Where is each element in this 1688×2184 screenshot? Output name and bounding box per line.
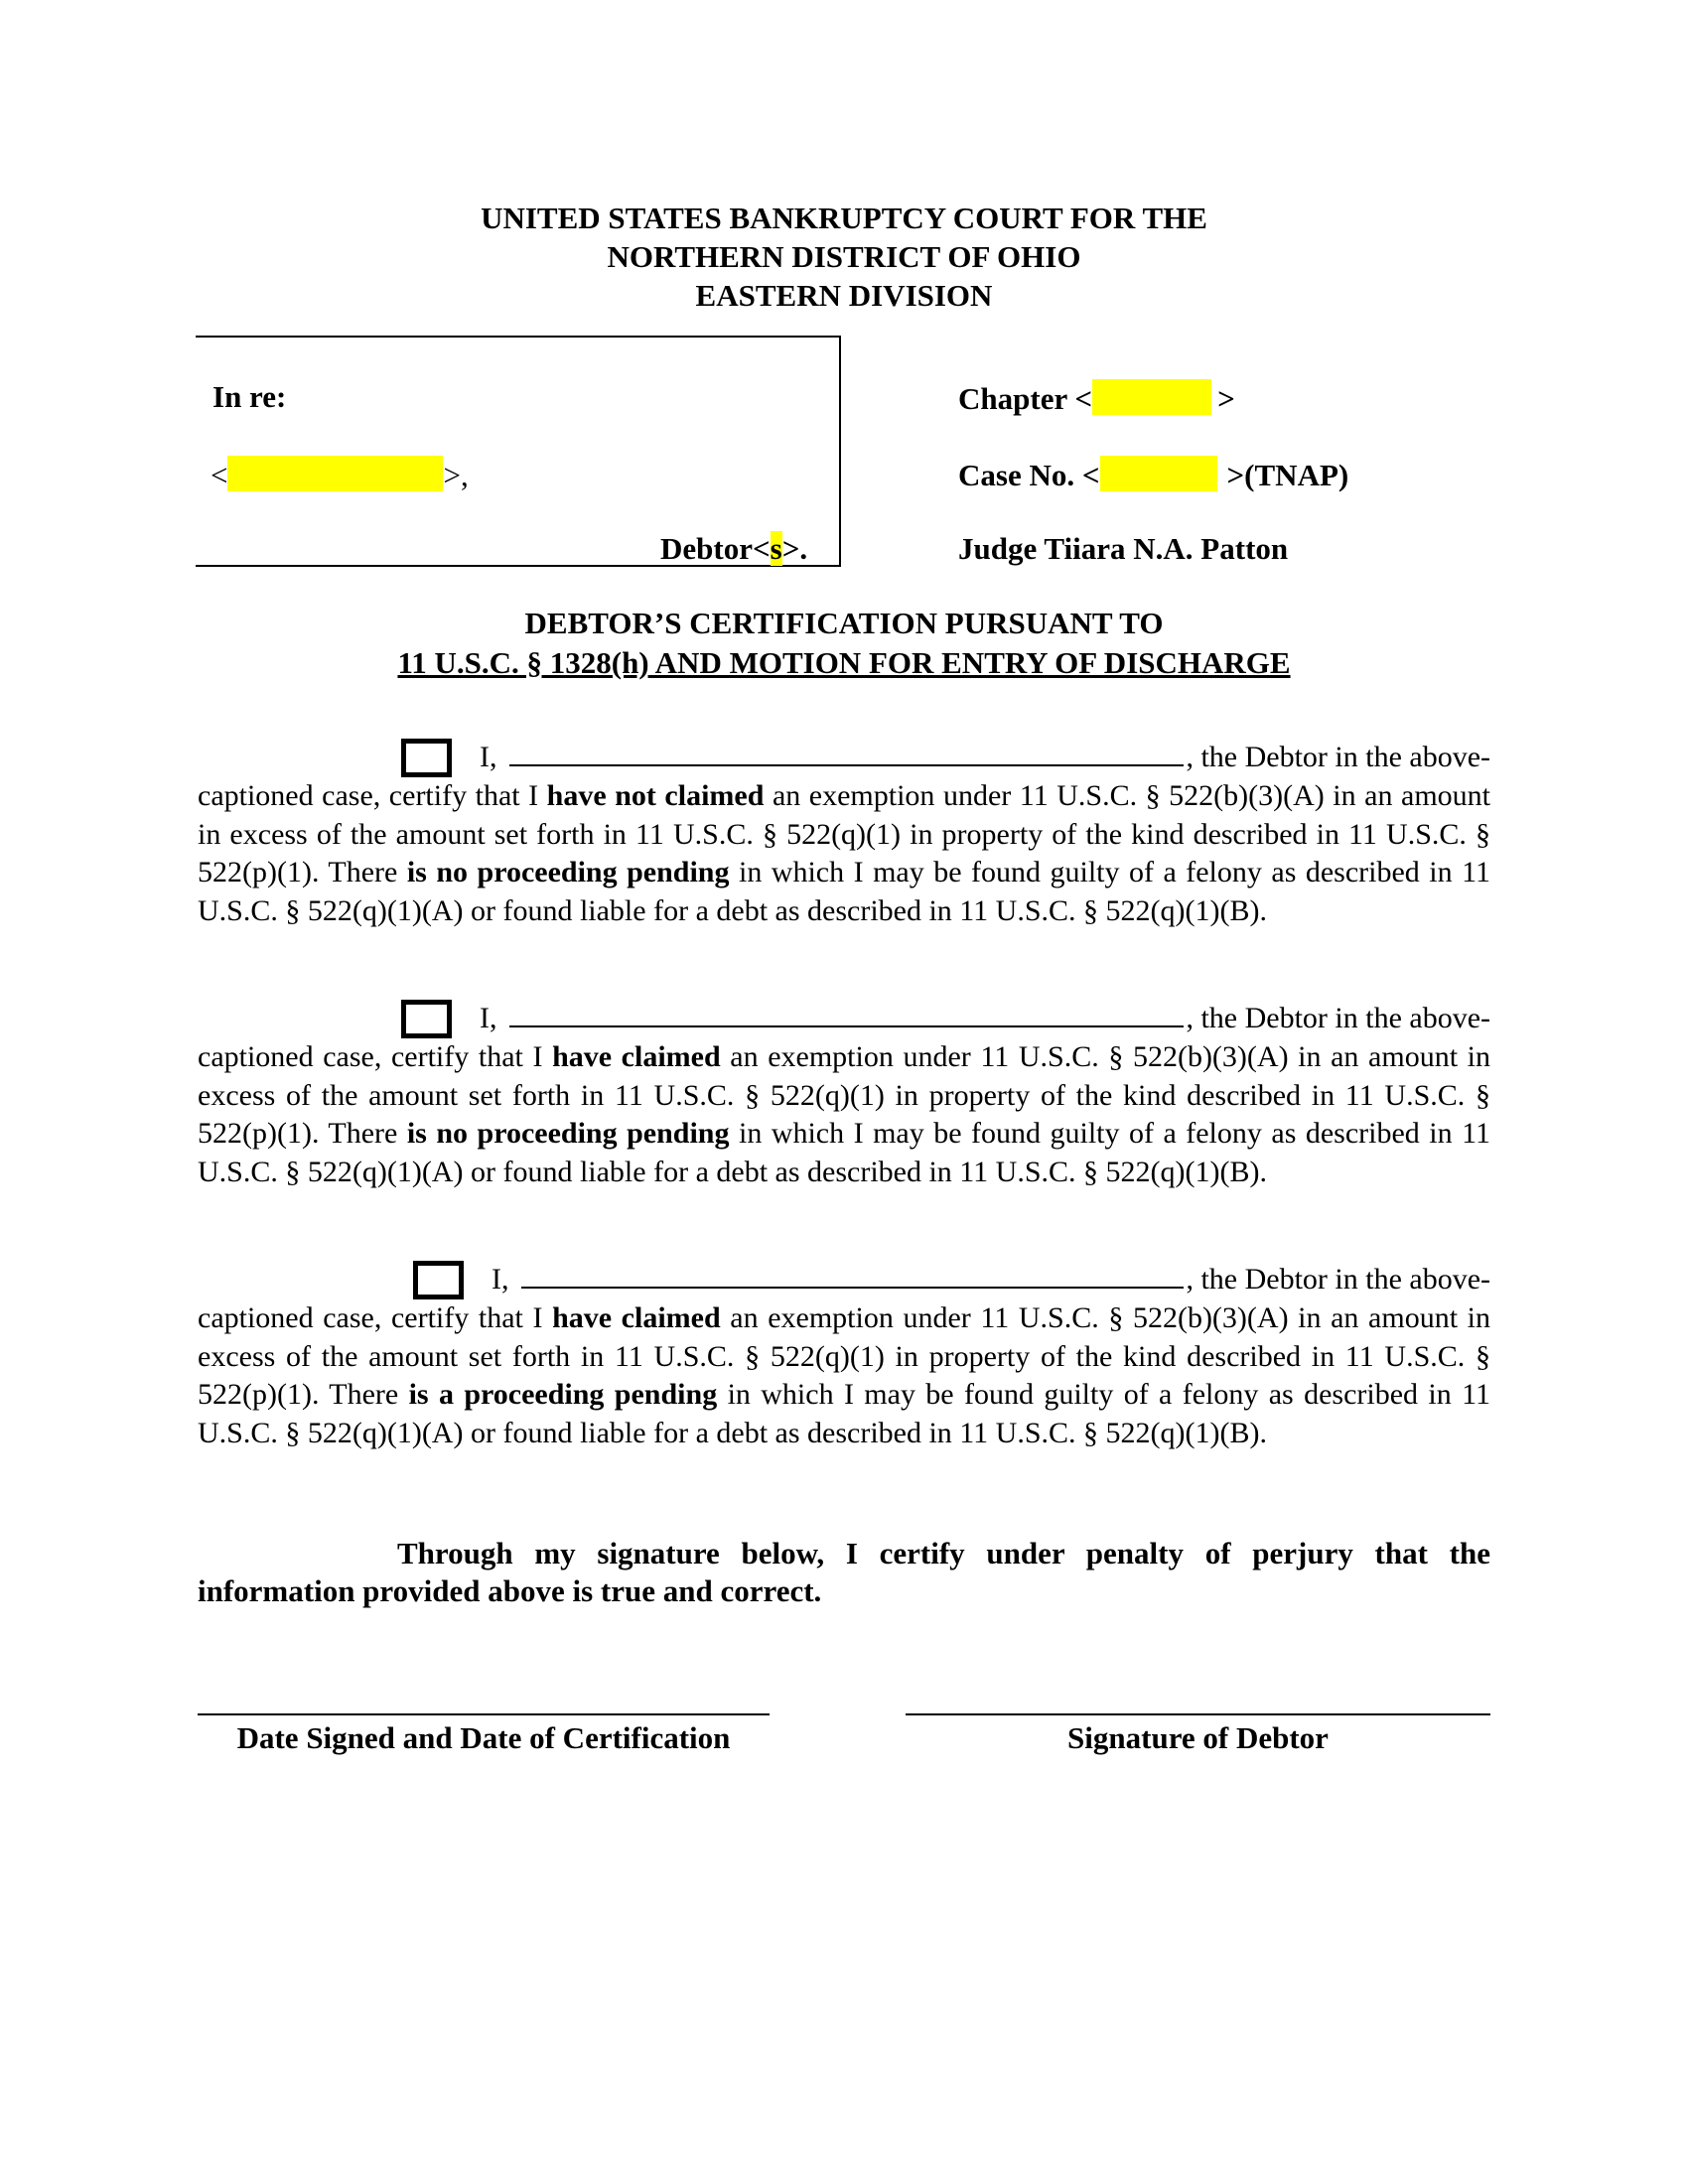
cert-text: an exemption under 11 U.S.C. § 522(b)(3)(A) in an amount in excess of the amount set forth in 11 U.S.C. § 522(q)(1) in property of the kind described in 11 U.S.C. § 522(p)(1). There [198, 779, 1491, 888]
cert-3-checkbox[interactable] [413, 1261, 464, 1299]
attestation-statement: Through my signature below, I certify under penalty of perjury that the information provided above is true and correct. [198, 1536, 1490, 1608]
district-line: NORTHERN DISTRICT OF OHIO [607, 239, 1081, 274]
cert-2-name-blank[interactable] [509, 1000, 1185, 1027]
cert-lead: I, [480, 1002, 497, 1034]
debtor-name-open: < [211, 458, 228, 492]
debtor-name-field [211, 456, 469, 493]
cert-2-checkbox[interactable] [401, 1000, 452, 1038]
cert-first-line [198, 1000, 1490, 1038]
debtor-name-input[interactable] [227, 456, 443, 491]
court-name-line: UNITED STATES BANKRUPTCY COURT FOR THE [481, 201, 1207, 235]
cert-text: an exemption under 11 U.S.C. § 522(b)(3)(A) in an amount in excess of the amount set forth in 11 U.S.C. § 522(q)(1) in property of the kind described in 11 U.S.C. § 522(p)(1). There [198, 1040, 1490, 1150]
cert-after-blank: , the Debtor in the above- [1186, 1263, 1490, 1296]
certification-option-2 [198, 1000, 1490, 1191]
chapter-input[interactable] [1092, 379, 1211, 415]
date-signature-line[interactable] [198, 1713, 770, 1715]
cert-text: captioned case, certify that I [198, 1301, 553, 1334]
chapter-line [958, 379, 1235, 417]
debtor-plural-field[interactable]: s [770, 531, 782, 566]
certification-option-3 [198, 1261, 1490, 1452]
cert-1-name-blank[interactable] [509, 739, 1185, 766]
cert-proceeding-status: is no proceeding pending [406, 1117, 730, 1150]
cert-lead: I, [480, 741, 497, 773]
cert-after-blank: , the Debtor in the above- [1186, 741, 1490, 773]
debtor-label-text: Debtor< [660, 531, 771, 566]
title-line-2: 11 U.S.C. § 1328(h) AND MOTION FOR ENTRY OF DISCHARGE [397, 645, 1291, 680]
division-line: EASTERN DIVISION [695, 278, 993, 313]
debtor-signature-line[interactable] [906, 1713, 1490, 1715]
cert-3-name-blank[interactable] [521, 1261, 1185, 1289]
court-header [0, 199, 1688, 315]
cert-text: in which I may be found guilty of a felony as described in 11 U.S.C. § 522(q)(1)(A) or found liable for a debt as described in 11 U.S.C. § 522(q)(1)(B). [198, 1378, 1490, 1449]
cert-claim-status: have not claimed [546, 779, 765, 812]
case-label: Case No. < [958, 458, 1100, 492]
debtor-name-close: >, [443, 458, 469, 492]
cert-proceeding-status: is no proceeding pending [406, 856, 730, 888]
cert-lead: I, [492, 1263, 509, 1296]
cert-1-body [198, 777, 1490, 930]
cert-text: in which I may be found guilty of a felony as described in 11 U.S.C. § 522(q)(1)(A) or found liable for a debt as described in 11 U.S.C. § 522(q)(1)(B). [198, 1117, 1490, 1188]
debtor-label-end: >. [781, 531, 808, 566]
judge-line: Judge Tiiara N.A. Patton [958, 531, 1289, 566]
cert-first-line [198, 1261, 1490, 1299]
cert-first-line [198, 739, 1490, 777]
case-number-input[interactable] [1100, 456, 1217, 491]
document-title [0, 604, 1688, 683]
cert-2-body [198, 1038, 1490, 1191]
title-line-1: DEBTOR’S CERTIFICATION PURSUANT TO [524, 606, 1164, 640]
cert-1-checkbox[interactable] [401, 739, 452, 777]
cert-claim-status: have claimed [552, 1040, 721, 1073]
in-re-label: In re: [212, 379, 287, 414]
cert-text: captioned case, certify that I [198, 779, 547, 812]
cert-text: captioned case, certify that I [198, 1040, 553, 1073]
cert-claim-status: have claimed [552, 1301, 721, 1334]
signature-of-debtor-label: Signature of Debtor [1067, 1720, 1329, 1755]
cert-text: an exemption under 11 U.S.C. § 522(b)(3)(A) in an amount in excess of the amount set forth in 11 U.S.C. § 522(q)(1) in property of the kind described in 11 U.S.C. § 522(p)(1). There [198, 1301, 1490, 1411]
chapter-close: > [1217, 381, 1235, 416]
cert-3-body [198, 1299, 1490, 1452]
chapter-label: Chapter < [958, 381, 1093, 416]
debtor-label [660, 531, 807, 567]
certification-option-1 [198, 739, 1490, 930]
case-number-line [958, 456, 1348, 493]
cert-after-blank: , the Debtor in the above- [1186, 1002, 1490, 1034]
cert-text: in which I may be found guilty of a felony as described in 11 U.S.C. § 522(q)(1)(A) or found liable for a debt as described in 11 U.S.C. § 522(q)(1)(B). [198, 856, 1490, 927]
cert-proceeding-status: is a proceeding pending [408, 1378, 718, 1411]
case-close: >(TNAP) [1226, 458, 1349, 492]
date-signed-label: Date Signed and Date of Certification [236, 1720, 731, 1755]
